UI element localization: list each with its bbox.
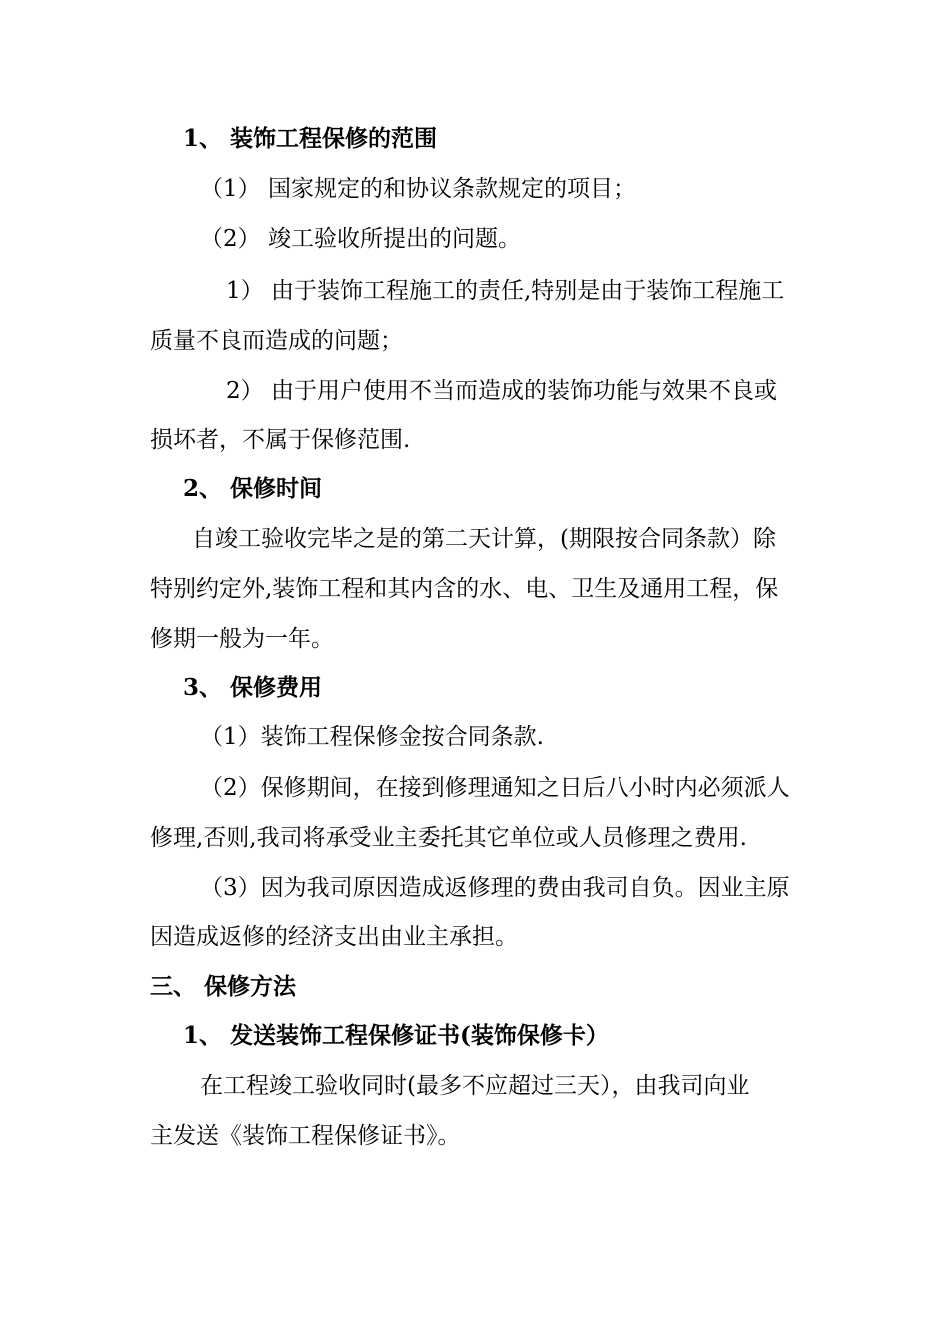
section-heading: 1、 发送装饰工程保修证书(装饰保修卡） [183, 1022, 609, 1049]
section-heading: 1、 装饰工程保修的范围 [183, 125, 438, 152]
paragraph-line: 1） 由于装饰工程施工的责任,特别是由于装饰工程施工 [226, 278, 785, 304]
paragraph-line: 2） 由于用户使用不当而造成的装饰功能与效果不良或 [226, 378, 777, 404]
paragraph-line: 主发送《装饰工程保修证书》。 [150, 1123, 461, 1149]
paragraph-line: （1）装饰工程保修金按合同条款. [200, 724, 544, 750]
paragraph-line: 自竣工验收完毕之是的第二天计算，(期限按合同条款）除 [192, 526, 776, 552]
paragraph-line: 损坏者，不属于保修范围. [150, 427, 411, 453]
section-heading: 三、 保修方法 [150, 973, 297, 1000]
paragraph-line: 在工程竣工验收同时(最多不应超过三天），由我司向业 [200, 1073, 750, 1099]
paragraph-line: （2） 竣工验收所提出的问题。 [200, 226, 521, 252]
paragraph-line: （2）保修期间，在接到修理通知之日后八小时内必须派人 [200, 775, 790, 801]
section-heading: 3、 保修费用 [183, 674, 323, 701]
paragraph-line: 修理,否则,我司将承受业主委托其它单位或人员修理之费用. [150, 825, 747, 851]
paragraph-line: 因造成返修的经济支出由业主承担。 [150, 924, 518, 950]
paragraph-line: 修期一般为一年。 [150, 626, 334, 652]
paragraph-line: 质量不良而造成的问题； [150, 328, 403, 354]
paragraph-line: 特别约定外,装饰工程和其内含的水、电、卫生及通用工程，保 [150, 576, 779, 602]
paragraph-line: （1） 国家规定的和协议条款规定的项目； [200, 176, 636, 202]
paragraph-line: （3）因为我司原因造成返修理的费由我司自负。因业主原 [200, 875, 790, 901]
section-heading: 2、 保修时间 [183, 475, 323, 502]
